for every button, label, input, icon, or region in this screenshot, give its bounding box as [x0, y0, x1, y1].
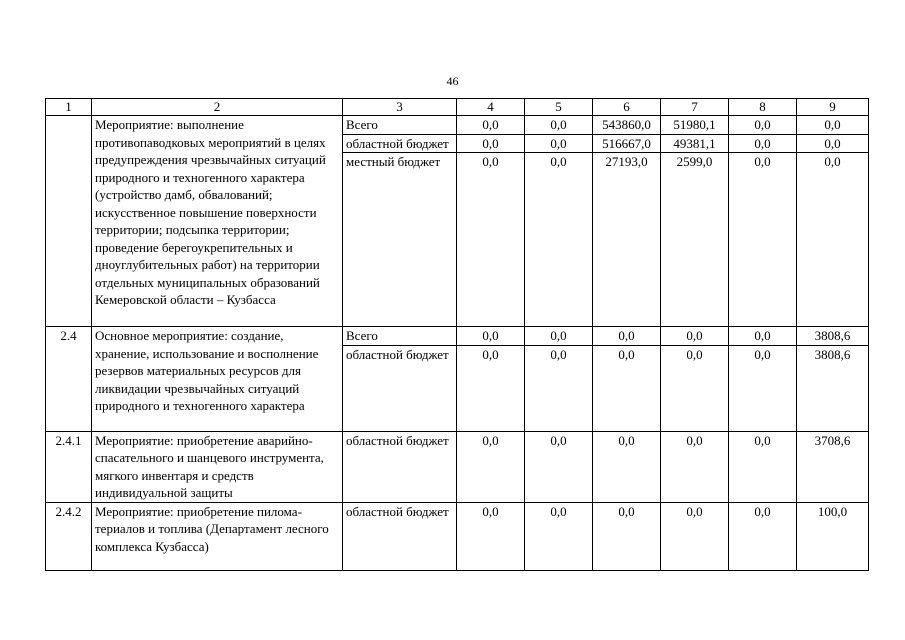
item-title: Основное мероприятие: создание, хранение, использование и восполнение резервов материальных ресурсов для ликвидации чрезвычайных ситуаций природного и техногенного характера	[92, 327, 343, 432]
value-cell: 0,0	[525, 327, 593, 346]
value-cell: 2599,0	[661, 153, 729, 327]
value-cell: 0,0	[457, 431, 525, 502]
value-cell: 3808,6	[797, 345, 869, 431]
value-cell: 0,0	[457, 153, 525, 327]
value-cell: 0,0	[457, 345, 525, 431]
value-cell: 27193,0	[593, 153, 661, 327]
value-cell: 51980,1	[661, 116, 729, 135]
value-cell: 0,0	[797, 153, 869, 327]
item-code: 2.4.1	[46, 431, 92, 502]
header-cell: 9	[797, 99, 869, 116]
value-cell: 0,0	[525, 431, 593, 502]
header-cell: 8	[729, 99, 797, 116]
header-cell: 6	[593, 99, 661, 116]
value-cell: 0,0	[729, 134, 797, 153]
value-cell: 0,0	[729, 502, 797, 570]
value-cell: 516667,0	[593, 134, 661, 153]
value-cell: 0,0	[661, 345, 729, 431]
value-cell: 0,0	[457, 134, 525, 153]
budget-table	[45, 98, 869, 571]
value-cell: 0,0	[525, 153, 593, 327]
value-cell: 0,0	[661, 502, 729, 570]
value-cell: 0,0	[525, 116, 593, 135]
value-cell: 0,0	[457, 116, 525, 135]
header-cell: 2	[92, 99, 343, 116]
table-row	[46, 327, 869, 346]
item-code: 2.4	[46, 327, 92, 432]
value-cell: 0,0	[525, 345, 593, 431]
value-cell: 3708,6	[797, 431, 869, 502]
value-cell: 0,0	[729, 327, 797, 346]
value-cell: 0,0	[797, 134, 869, 153]
header-cell: 4	[457, 99, 525, 116]
item-title: Мероприятие: приобретение пилома-териалов и топлива (Департамент лесного комплекса Кузбасса)	[92, 502, 343, 570]
value-cell: 0,0	[661, 431, 729, 502]
page-number: 46	[446, 74, 459, 88]
value-cell: 0,0	[729, 153, 797, 327]
item-title: Мероприятие: выполнение противопаводковых мероприятий в целях предупреждения чрезвычайных ситуаций природного и техногенного характера (устройство дамб, обвалований; искусственное повышение поверхности территории; подсыпка территории; проведение берегоукрепительных и дноуглубительных работ) на территории отдельных муниципальных образований Кемеровской области – Кузбасса	[92, 116, 343, 327]
header-row	[46, 99, 869, 116]
funding-source: областной бюджет	[343, 345, 457, 431]
value-cell: 0,0	[593, 431, 661, 502]
value-cell: 3808,6	[797, 327, 869, 346]
table-body	[46, 99, 869, 571]
item-code	[46, 116, 92, 327]
header-cell: 1	[46, 99, 92, 116]
header-cell: 3	[343, 99, 457, 116]
value-cell: 0,0	[729, 116, 797, 135]
table-row	[46, 431, 869, 502]
funding-source: Всего	[343, 116, 457, 135]
value-cell: 0,0	[797, 116, 869, 135]
table-row	[46, 502, 869, 570]
funding-source: областной бюджет	[343, 502, 457, 570]
value-cell: 0,0	[593, 502, 661, 570]
value-cell: 0,0	[457, 502, 525, 570]
header-cell: 7	[661, 99, 729, 116]
value-cell: 0,0	[593, 345, 661, 431]
value-cell: 49381,1	[661, 134, 729, 153]
value-cell: 0,0	[525, 134, 593, 153]
funding-source: Всего	[343, 327, 457, 346]
value-cell: 100,0	[797, 502, 869, 570]
funding-source: местный бюджет	[343, 153, 457, 327]
value-cell: 0,0	[729, 431, 797, 502]
value-cell: 0,0	[593, 327, 661, 346]
value-cell: 0,0	[661, 327, 729, 346]
item-title: Мероприятие: приобретение аварийно-спасательного и шанцевого инструмента, мягкого инвентаря и средств индивидуальной защиты	[92, 431, 343, 502]
header-cell: 5	[525, 99, 593, 116]
value-cell: 0,0	[525, 502, 593, 570]
funding-source: областной бюджет	[343, 134, 457, 153]
table-row	[46, 116, 869, 135]
item-code: 2.4.2	[46, 502, 92, 570]
value-cell: 0,0	[729, 345, 797, 431]
value-cell: 0,0	[457, 327, 525, 346]
value-cell: 543860,0	[593, 116, 661, 135]
funding-source: областной бюджет	[343, 431, 457, 502]
